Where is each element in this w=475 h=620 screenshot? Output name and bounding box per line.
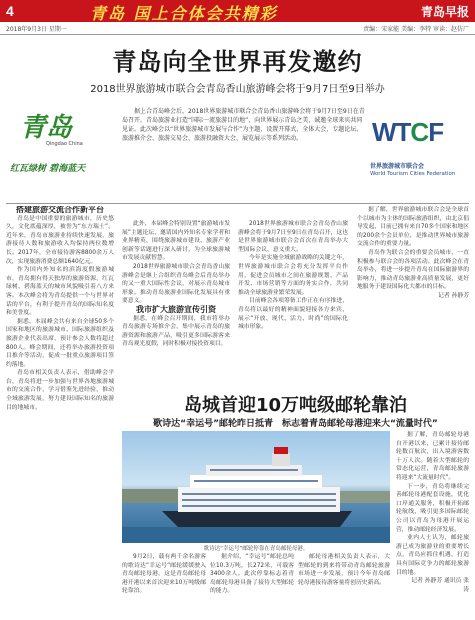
article-paragraph: 作为国内外知名的滨海度假旅游城市，青岛拥有得天独厚的旅游资源，红瓦绿树、碧海蓝天的城市风貌吸引着八方来客。本次峰会将为青岛提供一个与世界对话的平台，有利于提升青岛的国际知名度和美誉度。 xyxy=(6,267,114,317)
meta-bar xyxy=(0,22,475,35)
qingdao-logo-sub: Qingdao China xyxy=(46,141,83,147)
article-paragraph: 此外，本届峰会特别设置“旅游城市发展”主题论坛，邀请国内外知名专家学者和业界精英，围绕旅游城市建设、旅游产业创新等话题进行深入研讨，为全球旅游城市发展贡献智慧。 xyxy=(122,221,230,262)
article-column-1 xyxy=(6,206,114,614)
editor-credits: 责编：宋家能 美编：李特 审读：赵仿广 xyxy=(363,26,469,33)
cruise-subheadline: 歌诗达“幸运号”邮轮昨日抵青 标志着青岛邮轮母港迎来大“流量时代” xyxy=(153,419,438,429)
byline: 记者 孙静芳 通讯员 张涛 xyxy=(411,578,469,593)
article-column-5 xyxy=(122,553,206,614)
article-subhead: 搭建旅游交流合作新平台 xyxy=(16,206,104,214)
wtcf-logo xyxy=(368,107,470,191)
date-line: 2018年9月3日 星期一 xyxy=(6,26,67,33)
article-column-6 xyxy=(210,553,294,614)
article-paragraph: 业内人士认为，邮轮旅游已成为旅游业的重要增长点，青岛应抓住机遇，打造具有国际竞争力的邮轮旅游目的地。 xyxy=(396,535,469,576)
page-number: 4 xyxy=(6,3,14,19)
byline: 记者 孙静芳 xyxy=(438,292,469,299)
section-title: 青岛 国上合体会共精彩 xyxy=(90,4,278,23)
qingdao-logo-mark: 青岛 xyxy=(20,113,73,143)
article-paragraph: 9月2日，载有两千余名游客的歌诗达“幸运号”邮轮缓缓驶入青岛邮轮母港，这是青岛邮轮母港开港以来首次迎来10万吨级邮轮靠泊。 xyxy=(122,554,206,595)
main-headline: 青岛向全世界再发邀约 xyxy=(112,48,363,76)
newspaper-masthead: 青岛早报 xyxy=(420,5,469,19)
article-paragraph: 2018世界旅游城市联合会青岛香山旅游峰会是继上合组织青岛峰会后青岛举办的又一重大国际性会议，对展示青岛城市形象，推动青岛旅游业国际化发展具有重要意义。 xyxy=(122,263,230,305)
article-paragraph: 据介绍，“幸运号”邮轮总吨位10.3万吨，长272米，可载客3400余人。此次停靠标志着青岛邮轮母港具备了接待大型邮轮的能力。 xyxy=(210,554,294,595)
article-column-3 xyxy=(238,220,348,384)
section-banner xyxy=(0,0,475,22)
article-paragraph: 据了解，世界旅游城市联合会是全球首个以城市为主体的国际旅游组织，由北京倡导发起，目前已拥有来自70多个国家和地区的200余个会员单位，是推动世界城市旅游交流合作的重要力量。 xyxy=(357,207,469,248)
wtcf-name-cn: 世界旅游城市联合会 xyxy=(370,163,425,170)
article-paragraph: 青岛是中国重要的旅游城市，历史悠久，文化底蕴深厚，被誉为“东方瑞士”。近年来，青岛市旅游业持续快速发展，旅游接待人数和旅游收入均保持两位数增长。2017年，全市接待游客8800余万人次，实现旅游消费总额1640亿元。 xyxy=(6,215,114,265)
article-paragraph: 下一步，青岛将继续完善邮轮母港配套设施，优化口岸通关服务，积极开拓邮轮航线，吸引更多国际邮轮公司以青岛为母港开展运营，推动邮轮经济发展。 xyxy=(396,483,469,533)
article-paragraph: 今年是实施全域旅游战略的关键之年，世界旅游城市联合会将充分发挥平台作用，促进会员城市之间在旅游规划、产品开发、市场营销等方面的务实合作，共同推动全球旅游业繁荣发展。 xyxy=(238,255,348,296)
qingdao-slogan: 红瓦绿树 碧海蓝天 xyxy=(10,164,86,174)
article-paragraph: 2018世界旅游城市联合会青岛香山旅游峰会将于9月7日至9日在青岛召开，这也是世界旅游城市联合会首次在青岛举办大型国际会议，意义重大。 xyxy=(238,221,348,253)
article-column-4 xyxy=(357,206,469,382)
article-paragraph: 据悉，本届峰会共有来自全球50多个国家和地区的旅游城市、国际旅游组织及旅游企业代表出席，预计参会人数将超过800人。峰会期间，还将举办旅游投资项目推介等活动，促成一批重点旅游项目签约落地。 xyxy=(6,318,114,368)
article-subhead: 我市扩大旅游宣传引资 xyxy=(136,304,216,314)
cruise-headline: 岛城首迎10万吨级邮轮靠泊 xyxy=(183,395,408,416)
article-column-8 xyxy=(396,431,469,614)
intro-paragraph: 据上合青岛峰会后，2018世界旅游城市联合会青岛香山旅游峰会将于9月7日至9日在青岛召开。青岛旅游业打造“国际一流旅游目的地”，向世界展示青岛之美，诚邀全球来宾共同见证。此次峰会以“世界旅游城市发展与合作”为主题，设置开幕式、全体大会、专题论坛、旅游推介会、旅游交易会、旅游投融资大会、展览展示等系列活动。 xyxy=(122,108,365,142)
article-paragraph: 目前峰会各项筹备工作正在有序推进，青岛将以最好的精神面貌迎接各方来宾，展示“开放、现代、活力、时尚”的国际化城市形象。 xyxy=(238,298,348,331)
divider xyxy=(6,203,469,204)
article-paragraph: 邮轮母港相关负责人表示，大型邮轮的到来将带动青岛邮轮旅游市场进一步发展，预计今年青岛邮轮母港接待游客量将创历史新高。 xyxy=(298,554,390,586)
article-paragraph: 青岛作为联合会的重要会员城市，一直积极参与联合会的各项活动。此次峰会在青岛举办，将进一步提升青岛在国际旅游界的影响力，推动青岛旅游业高质量发展，更好地服务于建设国际化大都市的目标。 xyxy=(357,249,469,291)
cruise-ship-illustration xyxy=(122,431,390,543)
wtcf-name-en: World Tourism Cities Federation xyxy=(370,171,456,177)
article-paragraph: 据了解，青岛邮轮母港自开港以来，已累计接待邮轮数百航次，出入境游客数十万人次。随着大型邮轮的常态化运营，青岛邮轮旅游将迎来“大流量时代”。 xyxy=(396,432,469,481)
article-column-7 xyxy=(298,553,390,614)
article-column-2 xyxy=(122,220,230,384)
article-paragraph: 青岛市相关负责人表示，借助峰会平台，青岛将进一步加强与世界各地旅游城市的交流合作，学习借鉴先进经验，推动全域旅游发展，努力建设国际知名的旅游目的地城市。 xyxy=(6,370,114,411)
photo-caption: 歌诗达“幸运号”邮轮停靠在青岛邮轮母港。 xyxy=(203,546,309,552)
wtcf-logo-mark: WTCF xyxy=(372,117,444,147)
main-subheadline: 2018世界旅游城市联合会青岛香山旅游峰会将于9月7日至9日举办 xyxy=(90,84,385,95)
article-paragraph: 据悉，在峰会召开期间，我市将举办青岛旅游专场推介会，集中展示青岛的旅游资源和旅游产品，吸引更多国际游客来青岛观光度假，同时积极对接投资项目。 xyxy=(122,315,230,348)
qingdao-logo xyxy=(6,105,114,197)
cruise-ship-photo xyxy=(122,431,390,543)
